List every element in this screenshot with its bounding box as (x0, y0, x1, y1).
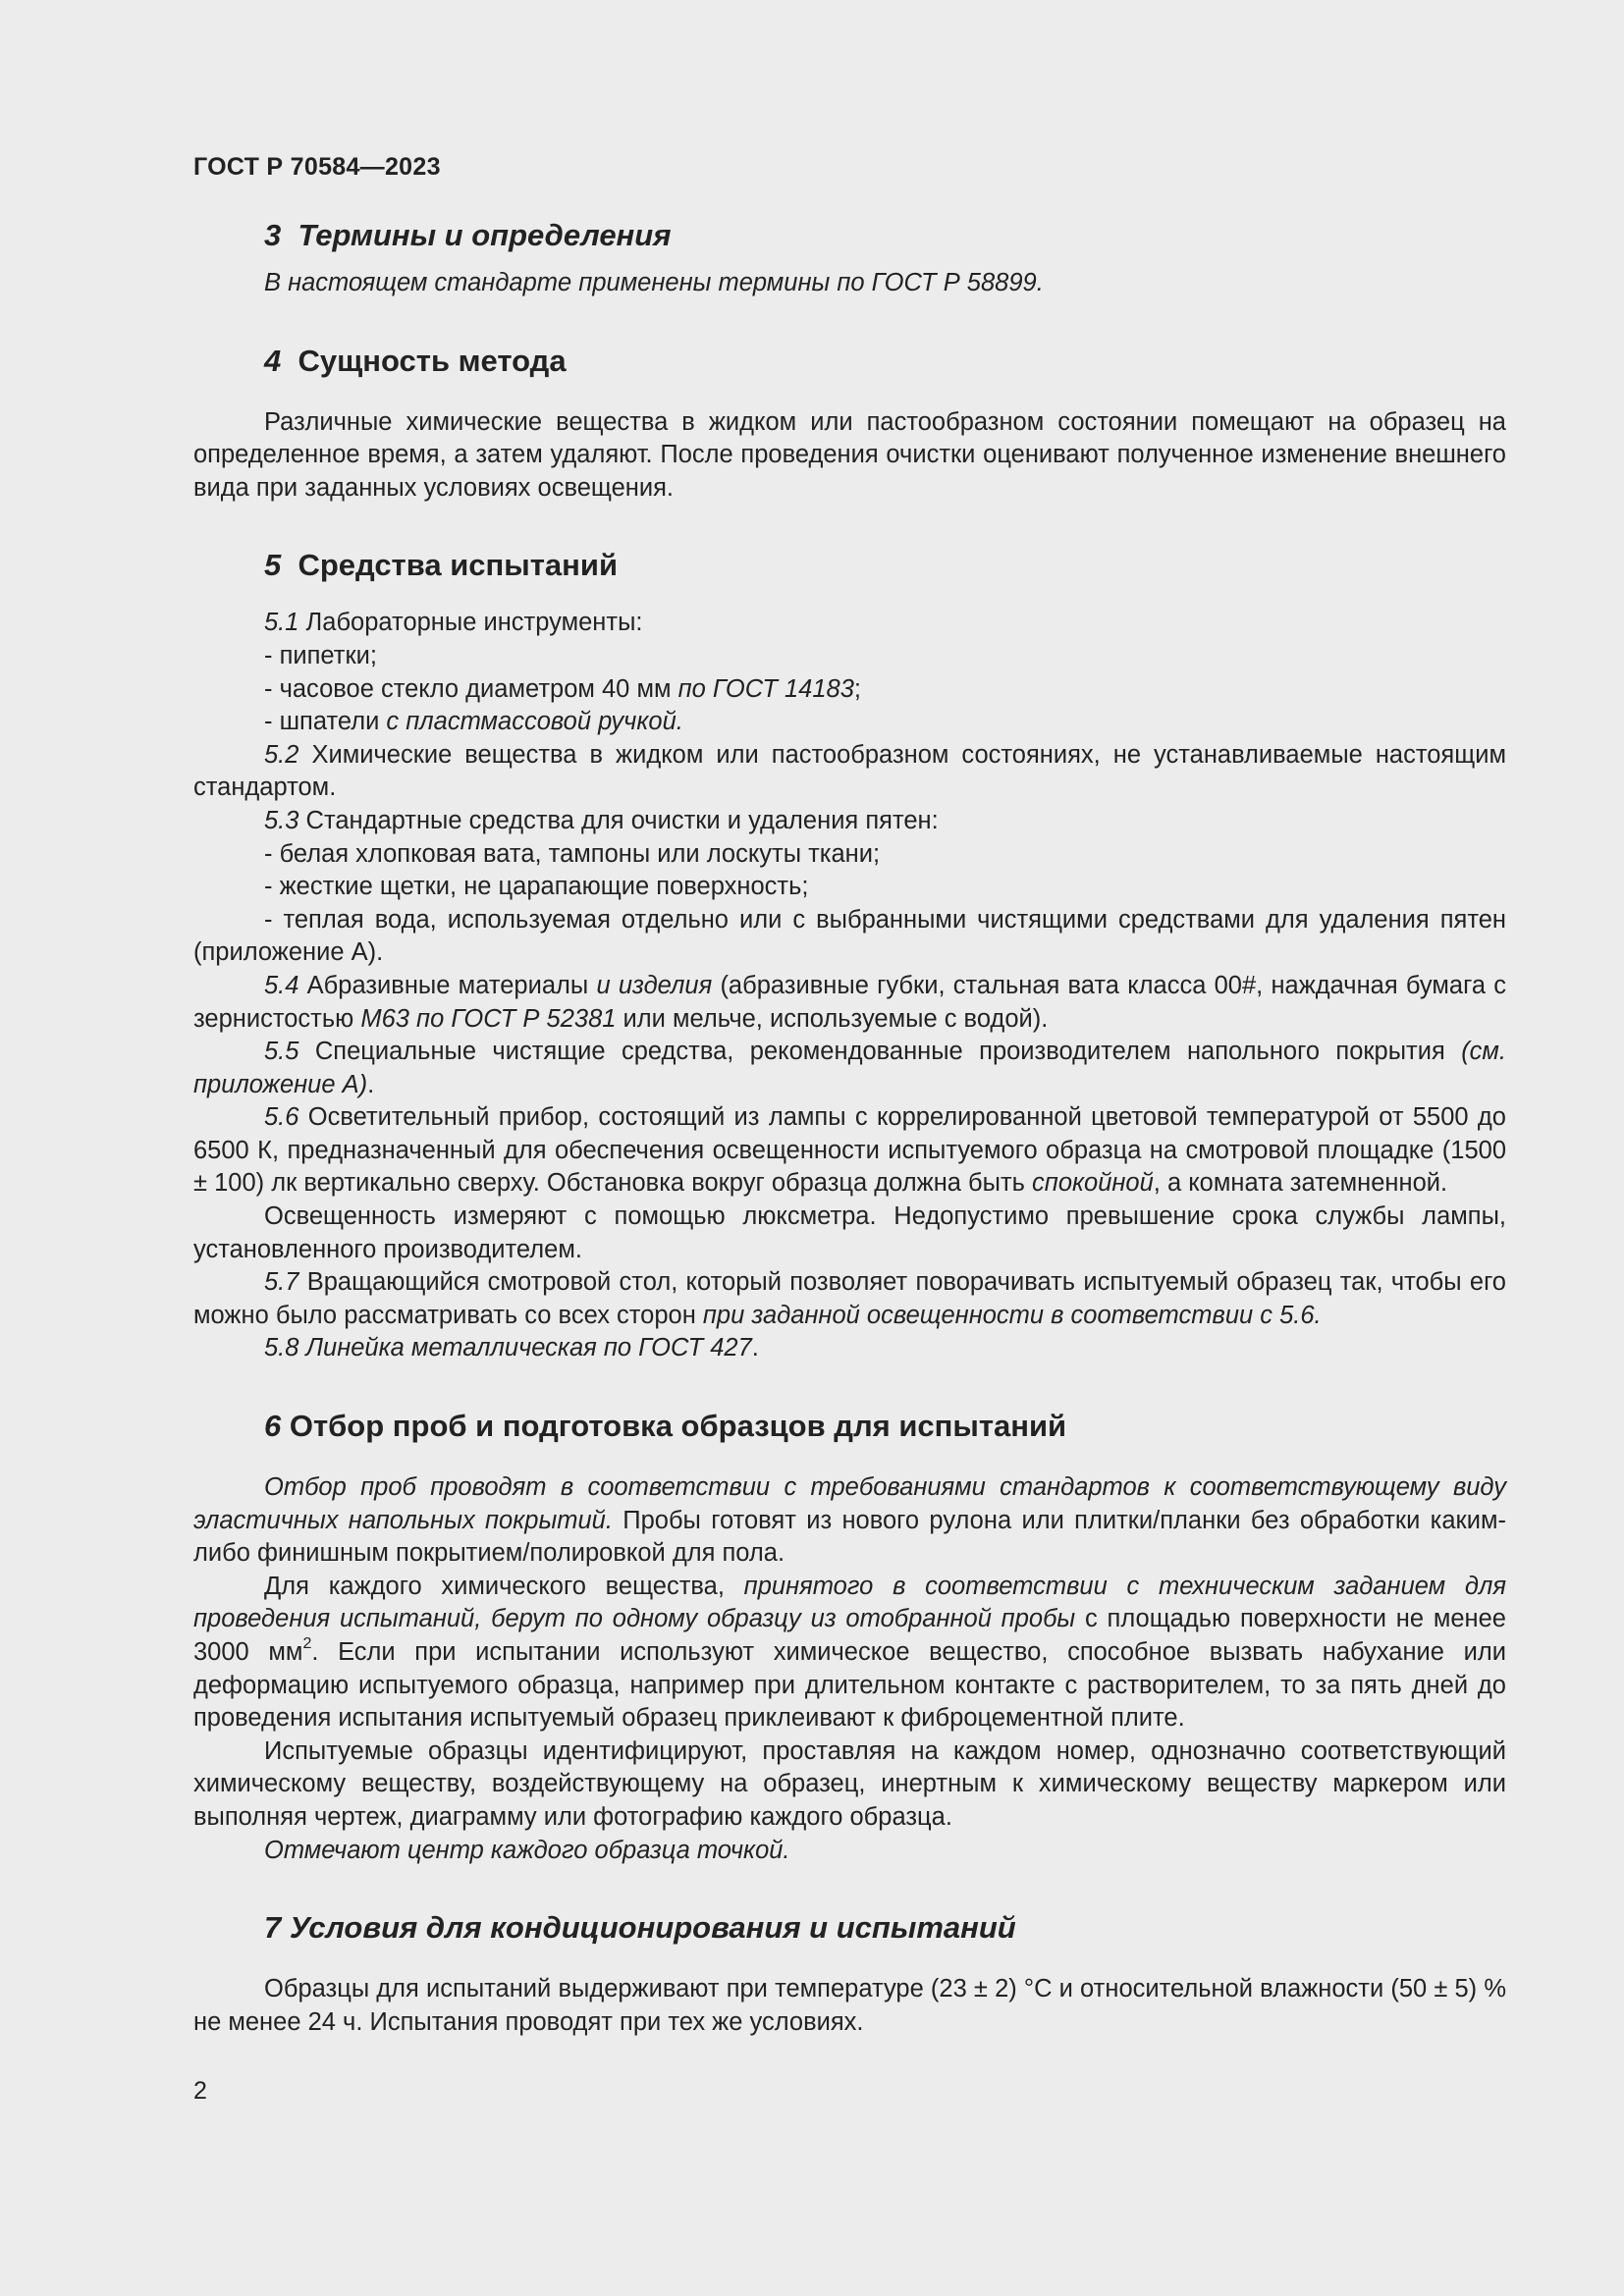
section-6-paragraph-4: Отмечают центр каждого образца точкой. (264, 1836, 790, 1864)
clause-5-6-paragraph: Освещенность измеряют с помощью люксметра. Недопустимо превышение срока службы лампы, установленного производителем. (193, 1202, 1506, 1263)
clause-number: 5.1 (264, 609, 299, 637)
section-6-paragraph-3: Испытуемые образцы идентифицируют, проставляя на каждом номер, однозначно соответствующий химическому веществу, воздействующему на образец, инертным к химическому веществу маркером или выполняя чертеж, диаграмму или фотографию каждого образца. (193, 1736, 1506, 1831)
section-6-paragraph-1: Отбор проб проводят в соответствии с требованиями стандартов к соответствующему виду эластичных напольных покрытий. Пробы готовят из нового рулона или плитки/планки без обработки каким-либо финишным покрытием/полировкой для пола. (193, 1473, 1506, 1568)
section-number: 3 (264, 218, 282, 252)
section-4-text: Различные химические вещества в жидком или пастообразном состоянии помещают на образец на определенное время, а затем удаляют. После проведения очистки оценивают полученное изменение внешнего вида при заданных условиях освещения. (193, 407, 1506, 502)
clause-5-7: 5.7 Вращающийся смотровой стол, который позволяет поворачивать испытуемый образец так, чтобы его можно было рассматривать со всех сторон при заданной освещенности в соответствии с 5.6. (193, 1268, 1506, 1329)
clause-5-6: 5.6 Осветительный прибор, состоящий из лампы с коррелированной цветовой температурой от 5500 до 6500 К, предназначенный для обеспечения освещенности испытуемого образца на смотровой площадке (1500 ± 100) лк вертикально сверху. Обстановка вокруг образца должна быть спокойной, а комната затемненной. (193, 1103, 1506, 1198)
section-title: Средства испытаний (298, 548, 618, 583)
section-title: Термины и определения (298, 218, 672, 252)
section-6-heading (193, 1407, 1506, 1446)
list-item: - жесткие щетки, не царапающие поверхность; (264, 873, 809, 901)
clause-number: 5.3 (264, 806, 299, 834)
list-item: - пипетки; (264, 641, 377, 669)
clause-5-2: 5.2 Химические вещества в жидком или пастообразном состояниях, не устанавливаемые настоящим стандартом. (193, 740, 1506, 802)
document-body (193, 216, 1506, 2039)
document-id-header: ГОСТ Р 70584—2023 (193, 153, 441, 181)
clause-5-8: 5.8 Линейка металлическая по ГОСТ 427. (264, 1334, 759, 1362)
section-5-heading (193, 546, 1506, 585)
clause-5-1: 5.1 Лабораторные инструменты: (264, 609, 643, 637)
clause-number: 5.5 (264, 1038, 299, 1066)
list-item: - шпатели с пластмассовой ручкой. (264, 708, 683, 736)
clause-number: 5.6 (264, 1103, 299, 1132)
section-7-heading: 7 Условия для кондиционирования и испытаний (264, 1910, 1016, 1946)
clause-number: 5.2 (264, 740, 299, 769)
clause-5-4: 5.4 Абразивные материалы и изделия (абразивные губки, стальная вата класса 00#, наждачная бумага с зернистостью М63 по ГОСТ Р 52381 или мельче, используемые с водой). (193, 971, 1506, 1033)
section-number: 4 (264, 343, 282, 378)
list-item: - теплая вода, используемая отдельно или с выбранными чистящими средствами для удаления пятен (приложение А). (193, 905, 1506, 967)
section-3-heading (193, 216, 1506, 255)
page-number: 2 (193, 2077, 207, 2105)
section-3-text: В настоящем стандарте применены термины по ГОСТ Р 58899. (264, 269, 1044, 296)
section-title: Сущность метода (298, 343, 567, 378)
list-item: - часовое стекло диаметром 40 мм по ГОСТ 14183; (264, 674, 861, 703)
clause-5-5: 5.5 Специальные чистящие средства, рекомендованные производителем напольного покрытия (см. приложение А). (193, 1038, 1506, 1098)
section-6-paragraph-2: Для каждого химического вещества, принятого в соответствии с техническим заданием для проведения испытаний, берут по одному образцу из отобранной пробы с площадью поверхности не менее 3000 $мм^2$. Если при испытании используют химическое вещество, способное вызвать набухание или деформацию испытуемого образца, например при длительном контакте с растворителем, то за пять дней до проведения испытания испытуемый образец приклеивают к фиброцементной плите. (193, 1572, 1506, 1733)
section-7-text: Образцы для испытаний выдерживают при температуре (23 ± 2) °С и относительной влажности (50 ± 5) % не менее 24 ч. Испытания проводят при тех же условиях. (193, 1975, 1506, 2036)
clause-number: 5.4 (264, 971, 299, 999)
section-4-heading (193, 342, 1506, 381)
section-number: 6 (264, 1409, 282, 1444)
section-number: 5 (264, 548, 282, 583)
clause-number: 5.7 (264, 1268, 299, 1297)
list-item: - белая хлопковая вата, тампоны или лоскуты ткани; (264, 839, 881, 868)
clause-5-3: 5.3 Стандартные средства для очистки и удаления пятен: (264, 806, 939, 834)
section-title: Отбор проб и подготовка образцов для испытаний (281, 1409, 1067, 1444)
